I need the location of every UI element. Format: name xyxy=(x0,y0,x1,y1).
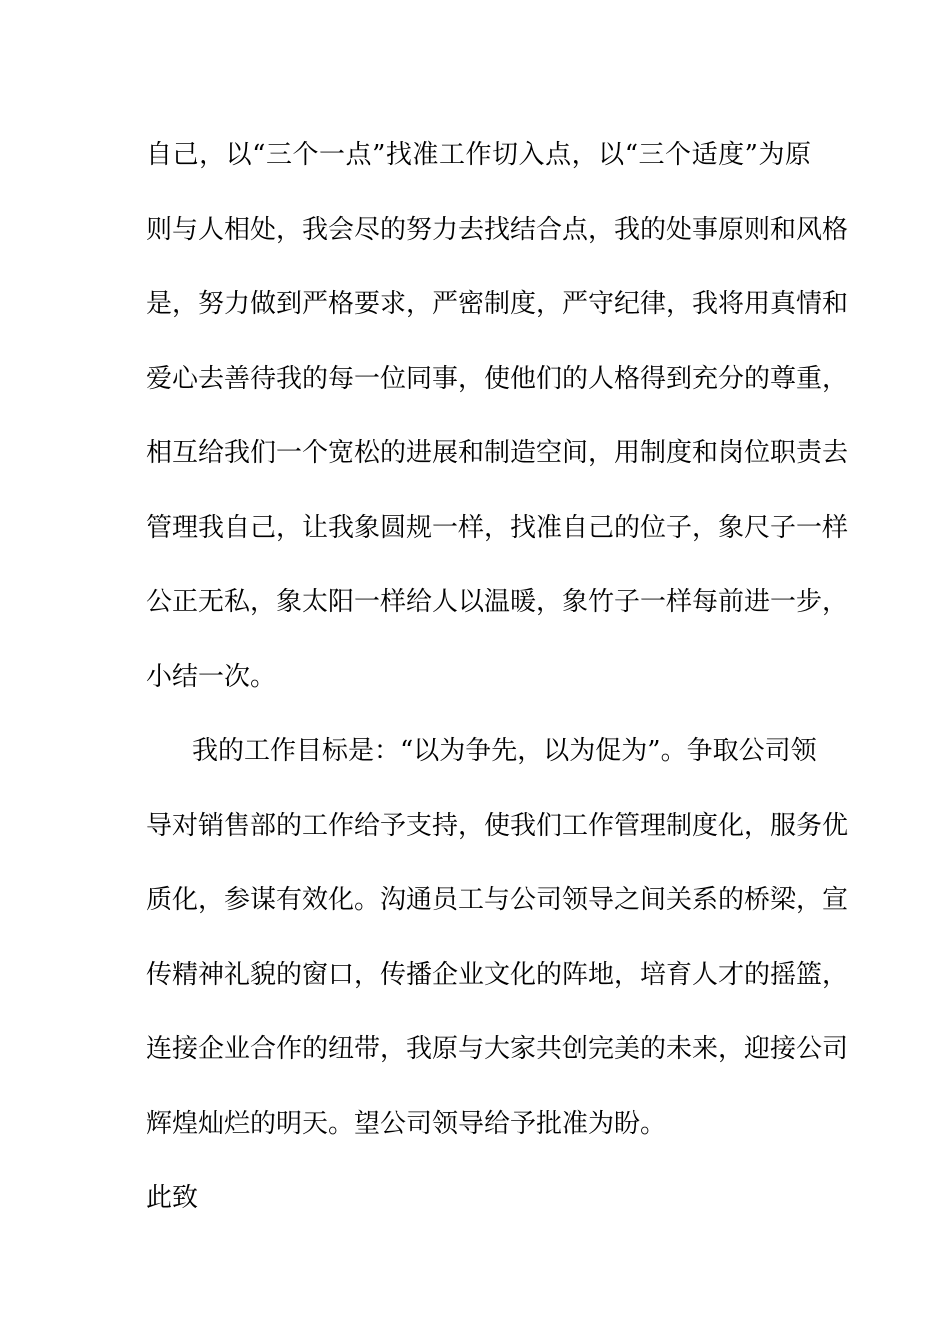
text-line: 自己，以“三个一点”找准工作切入点，以“三个适度”为原 xyxy=(146,140,811,170)
text-line: 相互给我们一个宽松的进展和制造空间，用制度和岗位职责去 xyxy=(146,438,849,468)
closing-salutation: 此致 xyxy=(146,1183,199,1213)
text-line: 小结一次。 xyxy=(146,661,277,692)
text-line: 导对销售部的工作给予支持，使我们工作管理制度化，服务优 xyxy=(146,810,849,841)
body-text xyxy=(146,130,849,1248)
text-line: 管理我自己，让我象圆规一样，找准自己的位子，象尺子一样 xyxy=(146,512,849,543)
text-line: 传精神礼貌的窗口，传播企业文化的阵地，培育人才的摇篮， xyxy=(146,959,849,990)
text-line: 则与人相处，我会尽的努力去找结合点，我的处事原则和风格 xyxy=(146,214,849,245)
paragraph-start-line: 我的工作目标是：“以为争先，以为促为”。争取公司领 xyxy=(192,736,817,766)
text-line: 是，努力做到严格要求，严密制度，严守纪律，我将用真情和 xyxy=(146,289,849,319)
text-line: 公正无私，象太阳一样给人以温暖，象竹子一样每前进一步， xyxy=(146,587,849,617)
text-line: 辉煌灿烂的明天。望公司领导给予批准为盼。 xyxy=(146,1108,667,1139)
text-line: 质化，参谋有效化。沟通员工与公司领导之间关系的桥梁，宣 xyxy=(146,885,849,915)
text-line: 连接企业合作的纽带，我原与大家共创完美的未来，迎接公司 xyxy=(146,1034,849,1064)
text-line: 爱心去善待我的每一位同事，使他们的人格得到充分的尊重， xyxy=(146,363,849,394)
